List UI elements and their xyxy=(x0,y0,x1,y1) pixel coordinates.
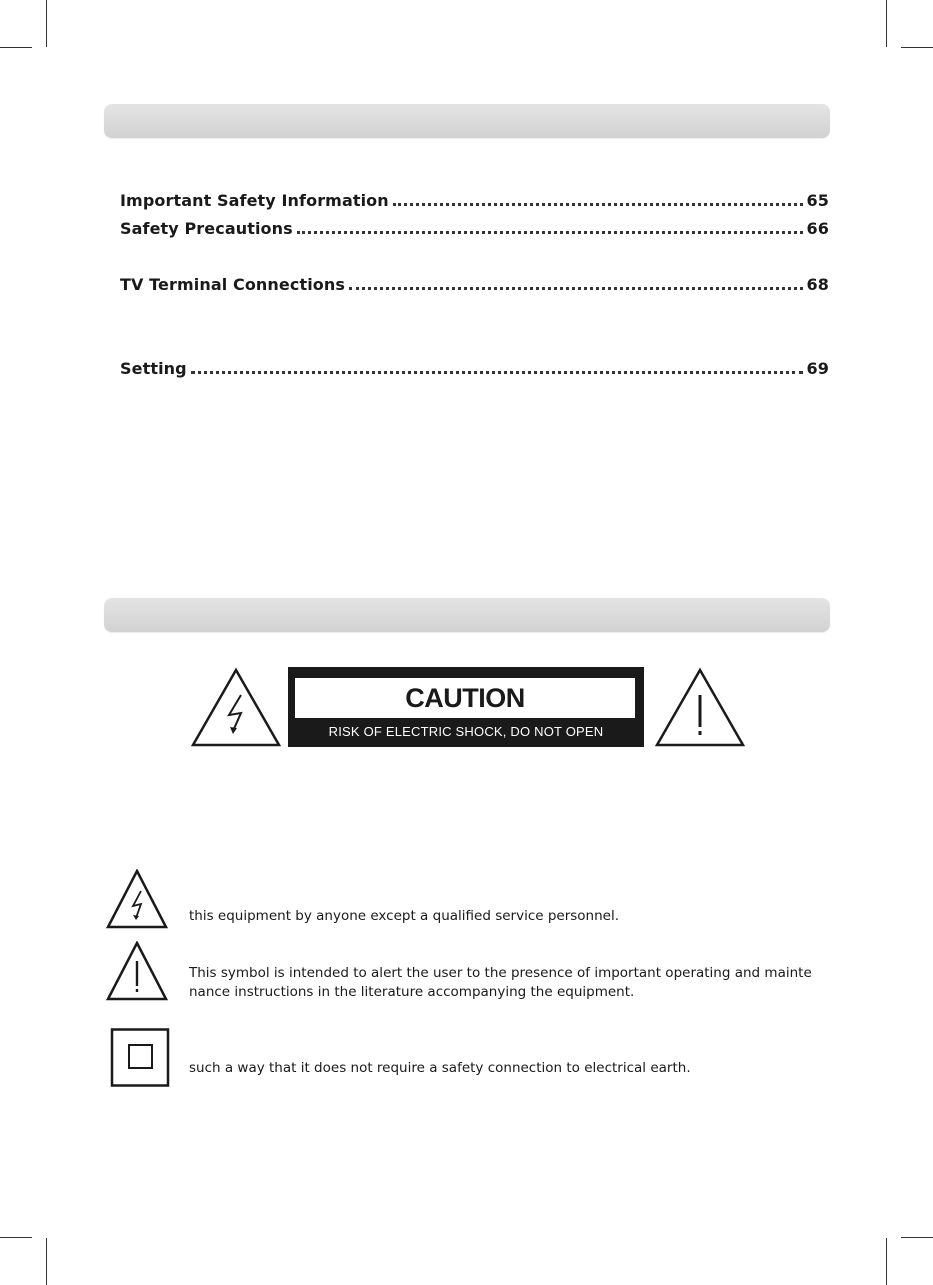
toc-item-page: 68 xyxy=(806,275,829,294)
symbol-description-line1: This symbol is intended to alert the user to the presence of important operating and mainte xyxy=(189,965,812,981)
lightning-warning-icon xyxy=(106,869,168,929)
caution-title: CAUTION xyxy=(295,678,635,718)
symbol-description: this equipment by anyone except a qualified service personnel. xyxy=(189,908,620,924)
crop-mark xyxy=(901,47,933,48)
toc-leader-dots xyxy=(393,203,803,206)
toc-item-title: Safety Precautions xyxy=(120,219,293,238)
exclamation-warning-icon xyxy=(654,667,746,747)
symbol-description: such a way that it does not require a safety connection to electrical earth. xyxy=(189,1060,691,1076)
crop-mark xyxy=(0,47,32,48)
double-insulation-icon xyxy=(108,1028,170,1088)
toc-item-title: Setting xyxy=(120,359,187,378)
crop-mark xyxy=(0,1237,32,1238)
crop-mark xyxy=(46,1238,47,1285)
toc-leader-dots xyxy=(297,231,803,234)
contents-header-bar xyxy=(104,104,830,138)
toc-item-page: 66 xyxy=(806,219,829,238)
toc-leader-dots xyxy=(349,287,803,290)
toc-leader-dots xyxy=(191,371,803,374)
caution-subtitle: RISK OF ELECTRIC SHOCK, DO NOT OPEN xyxy=(328,724,604,739)
crop-mark xyxy=(886,0,887,47)
symbol-description-line2: nance instructions in the literature accompanying the equipment. xyxy=(189,984,635,1000)
toc-item-page: 65 xyxy=(806,191,829,210)
toc-item-tv-terminal-connections[interactable] xyxy=(120,270,829,294)
crop-mark xyxy=(901,1237,933,1238)
toc-item-title: Important Safety Information xyxy=(120,191,389,210)
caution-box xyxy=(288,667,644,747)
caution-label xyxy=(190,667,742,747)
toc-item-setting[interactable] xyxy=(120,354,829,378)
lightning-warning-icon xyxy=(190,667,282,747)
toc-item-page: 69 xyxy=(806,359,829,378)
toc-item-safety-precautions[interactable] xyxy=(120,214,829,238)
exclamation-warning-icon xyxy=(106,941,168,1001)
safety-header-bar xyxy=(104,598,830,632)
crop-mark xyxy=(46,0,47,47)
toc-item-important-safety-information[interactable] xyxy=(120,186,829,210)
crop-mark xyxy=(886,1238,887,1285)
toc-item-title: TV Terminal Connections xyxy=(120,275,345,294)
